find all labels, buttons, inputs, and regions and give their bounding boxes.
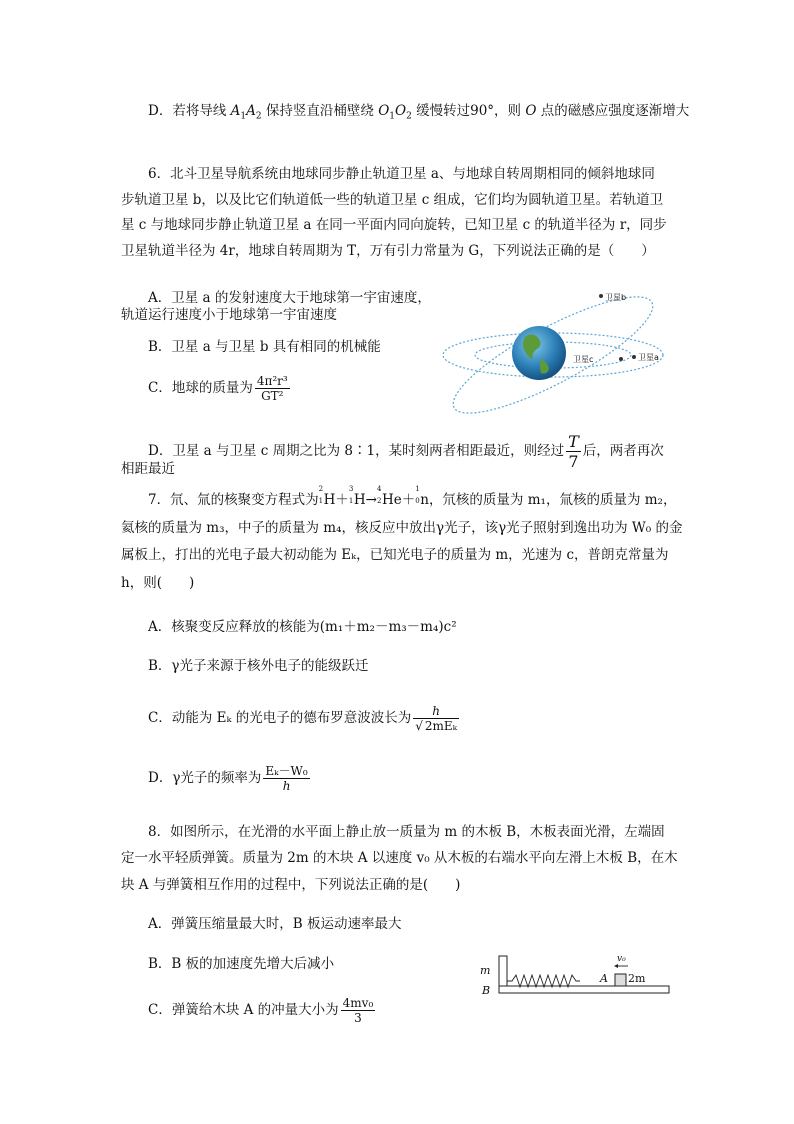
q6-option-c: C．地球的质量为 $\frac{\text{4π²r³}}{\text{GT²}}$ bbox=[148, 374, 288, 403]
label-b: B bbox=[482, 984, 491, 997]
q6-option-d-line1: D．卫星 a 与卫星 c 周期之比为 8∶1，某时刻两者相距最近，则经过 $\frac{T}{7}$ 后，两者再次 bbox=[148, 432, 664, 471]
q6-stem-line3: 星 c 与地球同步静止轨道卫星 a 在同一平面内同向旋转，已知卫星 c 的轨道半径为 r，同步 bbox=[121, 217, 667, 233]
q5-option-d: D．若将导线 $A_1A_2$ 保持竖直沿桶壁绕 $O_1O_2$ 缓慢转过90°，则 O 点的磁感应强度逐渐增大 bbox=[148, 103, 690, 122]
q6-stem-line2: 步轨道卫星 b，以及比它们轨道低一些的轨道卫星 c 组成，它们均为圆轨道卫星。若轨道卫 bbox=[121, 192, 664, 208]
q7-stem-line2: 氦核的质量为 m₃，中子的质量为 m₄，核反应中放出γ光子，该γ光子照射到逸出功为 W₀ 的金 bbox=[121, 520, 683, 536]
earth bbox=[512, 326, 566, 380]
board-wall bbox=[499, 956, 507, 986]
q6-option-a-line1: A．卫星 a 的发射速度大于地球第一宇宙速度， bbox=[148, 290, 431, 306]
q6-option-b: B．卫星 a 与卫星 b 具有相同的机械能 bbox=[148, 339, 381, 355]
label-satellite-b: 卫星b bbox=[605, 293, 627, 302]
label-m: m bbox=[480, 964, 491, 977]
satellite-b-dot bbox=[599, 294, 603, 298]
satellite-a-dot bbox=[632, 355, 636, 359]
spring-board-diagram bbox=[472, 948, 682, 1000]
label-satellite-a: 卫星a bbox=[638, 353, 659, 362]
q7-stem-line4: h，则( ) bbox=[121, 575, 195, 591]
board-b bbox=[499, 986, 669, 993]
satellite-c-dot bbox=[619, 357, 623, 361]
q8-stem-line3: 块 A 与弹簧相互作用的过程中，下列说法正确的是( ) bbox=[121, 877, 461, 893]
q8-stem-line2: 定一水平轻质弹簧。质量为 2m 的木块 A 以速度 v₀ 从木板的右端水平向左滑上木板 B，在木 bbox=[121, 850, 678, 866]
q8-option-b: B．B 板的加速度先增大后减小 bbox=[148, 956, 335, 972]
label-satellite-c: 卫星c bbox=[573, 355, 594, 364]
q6-stem-line1: 6．北斗卫星导航系统由地球同步静止轨道卫星 a、与地球自转周期相同的倾斜地球同 bbox=[148, 166, 655, 182]
q7-stem-line1: 7．氘、氚的核聚变方程式为 2 1 H＋ 3 1 H→ 4 2 He＋ 1 0 n，氘核的质量为 m₁，氚核的质量为 m₂， bbox=[148, 485, 677, 508]
spring-board-svg bbox=[472, 948, 682, 1000]
q7-option-d: D．γ光子的频率为 $\frac{\text{Eₖ－W₀}}{h}$ bbox=[148, 764, 308, 793]
q6-option-d-line2: 相距最近 bbox=[121, 461, 175, 477]
q8-stem-line1: 8．如图所示，在光滑的水平面上静止放一质量为 m 的木板 B，木板表面光滑，左端固 bbox=[148, 824, 665, 840]
velocity-arrowhead bbox=[614, 964, 618, 968]
orbit-diagram bbox=[435, 285, 685, 420]
q7-stem-line3: 属板上，打出的光电子最大初动能为 Eₖ，已知光电子的质量为 m，光速为 c，普朗克常量为 bbox=[121, 547, 669, 563]
q6-option-a-line2: 轨道运行速度小于地球第一宇宙速度 bbox=[121, 307, 337, 323]
q7-option-b: B．γ光子来源于核外电子的能级跃迁 bbox=[148, 658, 369, 674]
block-a bbox=[615, 974, 626, 986]
q6-stem-line4: 卫星轨道半径为 4r，地球自转周期为 T，万有引力常量为 G，下列说法正确的是（ ） bbox=[121, 243, 655, 259]
q8-option-c: C．弹簧给木块 A 的冲量大小为 $\frac{\text{4mv₀}}{3}$ bbox=[148, 996, 374, 1025]
q8-option-a: A．弹簧压缩量最大时，B 板运动速率最大 bbox=[148, 916, 402, 932]
q7-option-a: A．核聚变反应释放的核能为(m₁＋m₂－m₃－m₄)c² bbox=[148, 619, 457, 635]
label-a: A bbox=[600, 972, 608, 985]
label-v0: v₀ bbox=[617, 954, 626, 964]
label-2m: 2m bbox=[628, 972, 646, 985]
q7-option-c: C．动能为 Eₖ 的光电子的德布罗意波波长为 $\frac{h}{\text{√ 2mEₖ}}$ bbox=[148, 704, 458, 733]
spring bbox=[507, 975, 580, 987]
